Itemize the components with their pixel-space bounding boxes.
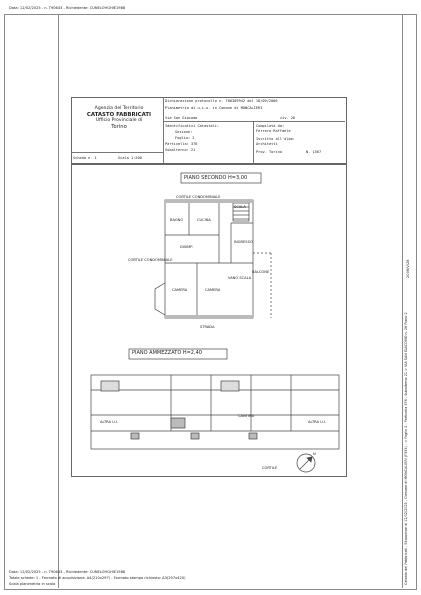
floor-plan-drawing [71, 163, 345, 475]
iscritto-label: Iscritto all'albo: [256, 137, 295, 141]
label-disimpegno: DISIMP. [180, 245, 194, 249]
identificativi-label: Identificativi Catastali: [165, 124, 220, 128]
floor2-title: PIANO AMMEZZATO H=2,40 [132, 350, 202, 356]
subalterno-text: Subalterno: 21 [165, 148, 196, 152]
label-altra-ui-2: ALTRA U.I. [308, 420, 327, 424]
label-bagno: BAGNO [170, 218, 184, 222]
label-cantina: CANTINA [238, 414, 255, 418]
dichiarazione-text: Dichiarazione protocollo n. T00309942 del 18/09/2006 [165, 99, 278, 103]
label-camera-1: CAMERA [172, 288, 188, 292]
header-text: Data: 12/02/2025 - n. T90643 - Richiedente: CUNELOHGHIE1988 [9, 6, 126, 10]
prov-text: Prov. Torino [256, 150, 282, 154]
scala-text: Scala 1:200 [118, 156, 142, 160]
scheda-text: Scheda n. 1 [73, 156, 97, 160]
label-cortile-left: CORTILE CONDOMINIALE [128, 258, 173, 262]
label-vano: VANO SCALA [228, 276, 252, 280]
label-camera-2: CAMERA [205, 288, 221, 292]
title-divider-h2 [71, 152, 163, 153]
agency-name: Agenzia del Territorio [94, 106, 144, 111]
title-divider-h [163, 121, 345, 122]
footer-line-3: Scala planimetria in scala [9, 582, 56, 586]
label-cortile-bottom: CORTILE [262, 466, 278, 470]
title-divider-v2 [253, 121, 254, 163]
label-cucina: CUCINA [197, 218, 211, 222]
label-balcone: BALCONE [252, 270, 270, 274]
iscritto-value: Architetti [256, 142, 278, 146]
floor2-outline [91, 375, 339, 449]
label-scala: SCALA [234, 205, 246, 209]
label-cortile-top: CORTILE CONDOMINIALE [176, 195, 221, 199]
particella-text: Particella: 376 [165, 142, 198, 146]
foglio-text: Foglio: 2 [175, 136, 195, 140]
num-text: N. 1567 [306, 150, 322, 154]
via-text: Via San Giacomo [165, 116, 198, 120]
title-divider-v [163, 97, 164, 163]
label-ingresso: INGRESSO [234, 240, 253, 244]
agency-catasto: CATASTO FABBRICATI [86, 112, 152, 118]
agency-city: Torino [111, 124, 127, 130]
floor1-title: PIANO SECONDO H=3,00 [184, 175, 248, 181]
civ-text: civ. 26 [280, 116, 296, 120]
compilata-name: Ferrero Raffaele [256, 129, 291, 133]
north-label: N [313, 452, 316, 456]
compilata-label: Compilata da: [256, 124, 285, 128]
inner-border [58, 14, 59, 588]
label-altra-ui-1: ALTRA U.I. [100, 420, 119, 424]
right-margin-stamp: 2006/V/28 [406, 259, 410, 278]
right-margin-text: Catasto dei Fabbricati - Situazione al 12/02/2025 - Comune di MONCALIERI (F335) - < Foglio 2 - Particella 376 - Subalterno 21 > VIA SAN GIACOMO n. 26 Piano 2 [404, 312, 408, 585]
right-border [402, 14, 403, 588]
footer-line-2: Totale schede: 1 - Formato di acquisizione: A4(210x297) - Formato stampa richiesto: A3(297x420) [9, 576, 186, 580]
agency-office: Ufficio Provinciale di [95, 118, 143, 123]
label-strada: STRADA [200, 325, 215, 329]
planimetria-text: Planimetria di u.i.u. in Comune di MONCALIERI [165, 106, 263, 110]
sezione-text: Sezione: [175, 130, 193, 134]
footer-line-1: Data: 12/02/2025 - n. T90643 - Richiedente: CUNELOHGHIE1988 [9, 570, 126, 574]
